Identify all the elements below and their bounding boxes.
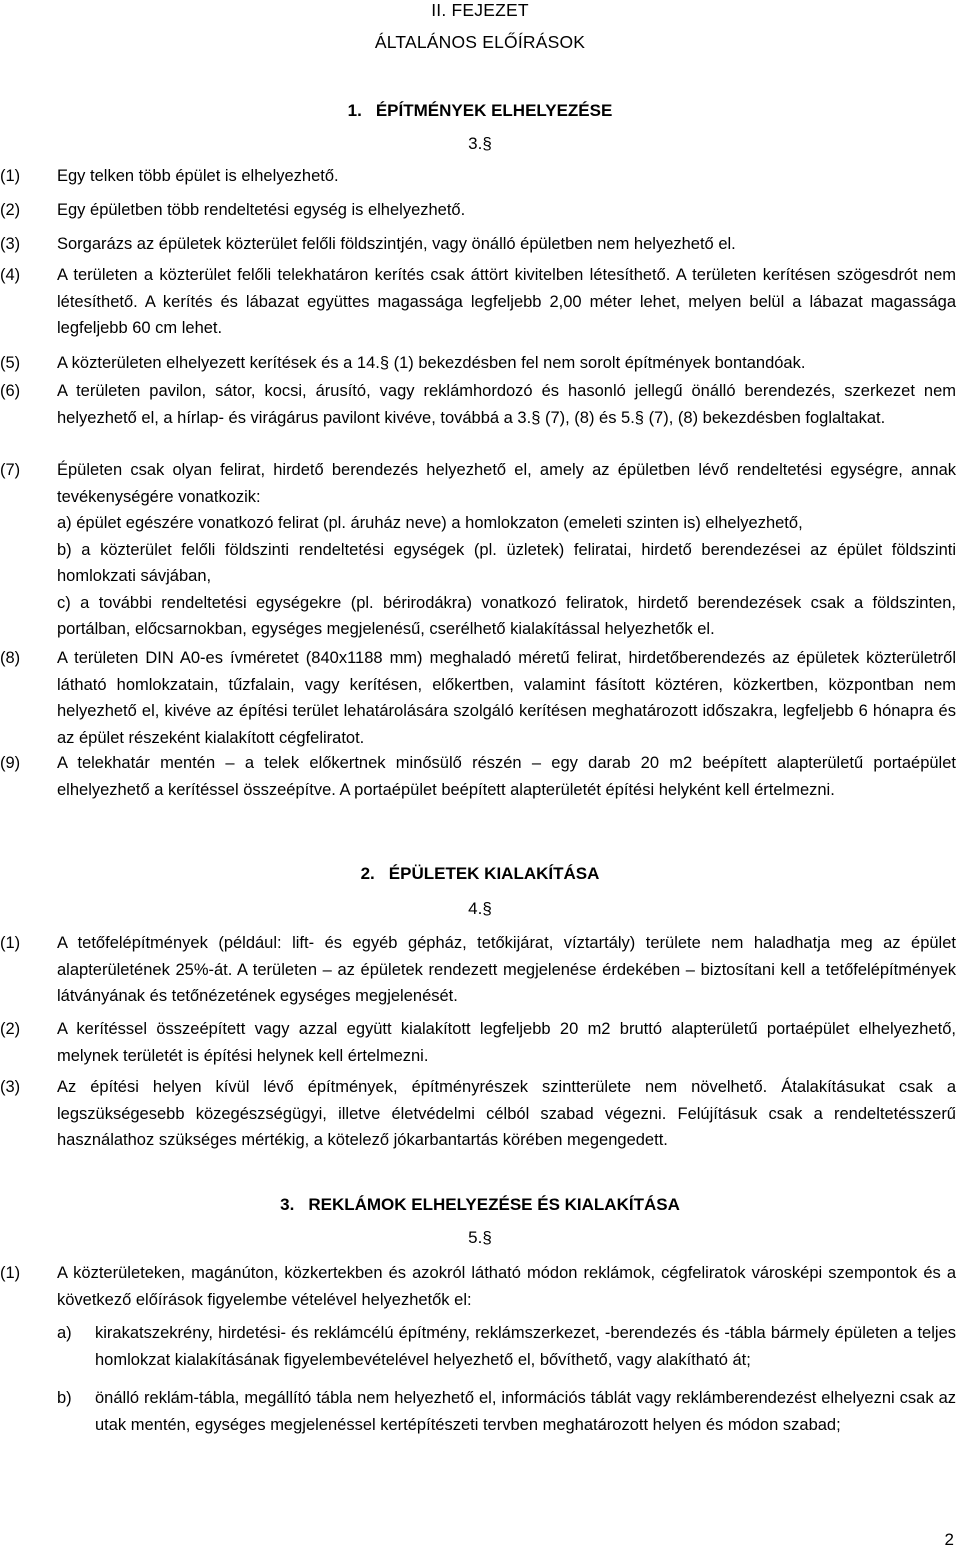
- s1-para-5: [0, 350, 956, 377]
- list-item: [57, 1320, 956, 1373]
- para-number: (7): [0, 461, 21, 479]
- para-sub-c: c) a további rendeltetési egységekre (pl. bérirodákra) vonatkozó feliratok, hirdető berendezések csak a földszinten, portálban, előcsarnokban, egységes megjelenésű, cserélhető kialakítással helyezhetők el.: [57, 593, 956, 638]
- list-item: [57, 1385, 956, 1438]
- para-text: A területen a közterület felőli telekhatáron kerítés csak áttört kivitelben létesíthető. A területen kerítésen szögesdrót nem létesíthető. A kerítés és lábazat együttes magassága legfeljebb 2,00 méter lehet, melyen belül a lábazat magassága legfeljebb 60 cm lehet.: [57, 266, 956, 337]
- s1-para-4: [0, 262, 956, 342]
- list-marker: a): [57, 1324, 72, 1342]
- section-1-para-mark: 3.§: [468, 134, 492, 153]
- section-3-number: 3.: [280, 1195, 295, 1214]
- para-text: A közterületen elhelyezett kerítések és a 14.§ (1) bekezdésben fel nem sorolt építmények bontandóak.: [57, 354, 806, 372]
- section-3-title: REKLÁMOK ELHELYEZÉSE ÉS KIALAKÍTÁSA: [308, 1195, 680, 1214]
- section-1-number: 1.: [347, 101, 362, 120]
- list-text: kirakatszekrény, hirdetési- és reklámcélú építmény, reklámszerkezet, -berendezés és -tábla bármely épületen a teljes homlokzat kialakításának figyelembevételével helyezhető el, bővíthető, vagy alakítható át;: [95, 1324, 956, 1369]
- para-text: A kerítéssel összeépített vagy azzal együtt kialakított legfeljebb 20 m2 bruttó alapterületű portaépület elhelyezhető, melynek területét is építési helynek kell értelmezni.: [57, 1020, 956, 1065]
- para-text: Sorgarázs az épületek közterület felőli földszintjén, vagy önálló épületben nem helyezhető el.: [57, 235, 736, 253]
- para-number: (6): [0, 382, 21, 400]
- s2-para-2: [0, 1016, 956, 1069]
- para-text: Egy épületben több rendeltetési egység is elhelyezhető.: [57, 201, 466, 219]
- para-number: (2): [0, 201, 21, 219]
- para-number: (2): [0, 1020, 21, 1038]
- s1-para-1: [0, 163, 956, 190]
- s1-para-6: [0, 378, 956, 431]
- s3-para-1: [0, 1260, 956, 1313]
- page-number: 2: [944, 1530, 954, 1549]
- list-text: önálló reklám-tábla, megállító tábla nem helyezhető el, információs táblát vagy reklámberendezést elhelyezni csak az utak mentén, egységes megjelenéssel kertépítészeti tervben meghatározott helyen és módon szabad;: [95, 1389, 956, 1434]
- list-marker: b): [57, 1389, 72, 1407]
- para-sub-b: b) a közterület felőli földszinti rendeltetési egységek (pl. üzletek) feliratai, hirdető berendezései az épület földszinti homlokzati sávjában,: [57, 540, 956, 585]
- para-text: [57, 457, 956, 643]
- section-2-number: 2.: [360, 864, 375, 883]
- para-sub-a: a) épület egészére vonatkozó felirat (pl. áruház neve) a homlokzaton (emeleti szinten is) elhelyezhető,: [57, 514, 803, 532]
- para-number: (3): [0, 1078, 21, 1096]
- para-text: A területen DIN A0-es ívméretet (840x1188 mm) meghaladó méretű felirat, hirdetőberendezés az épületek közterületről látható homlokzatain, tűzfalain, vagy kerítésen, előkertben, valamint fásított köztéren, közkertben, központban nem helyezhető el, kivéve az építési terület lehatárolására szolgáló kerítésen meghatározott időszakra, legfeljebb 6 hónapra és az épület részeként kialakított cégfeliratot.: [57, 649, 956, 747]
- s2-para-1: [0, 930, 956, 1010]
- s3-list: [0, 1320, 956, 1438]
- para-text: Az építési helyen kívül lévő építmények, építményrészek szintterülete nem növelhető. Átalakításukat csak a legszükségesebb közegészségügyi, illetve életvédelmi célból szabad végezni. Felújításuk csak a rendeltetésszerű használathoz szükséges mértékig, a kötelező jókarbantartás körében megengedett.: [57, 1078, 956, 1149]
- para-text: A közterületeken, magánúton, közkertekben és azokról látható módon reklámok, cégfeliratok városképi szempontok és a következő előírások figyelembe vételével helyezhetők el:: [57, 1264, 956, 1309]
- para-lead: Épületen csak olyan felirat, hirdető berendezés helyezhető el, amely az épületben lévő rendeltetési egységre, annak tevékenységére vonatkozik:: [57, 461, 956, 506]
- s1-para-7: [0, 457, 956, 643]
- para-number: (5): [0, 354, 21, 372]
- para-number: (4): [0, 266, 21, 284]
- para-text: A területen pavilon, sátor, kocsi, árusító, vagy reklámhordozó és hasonló jellegű önálló berendezés, szerkezet nem helyezhető el, a hírlap- és virágárus pavilont kivéve, továbbá a 3.§ (7), (8) és 5.§ (7), (8) bekezdésben foglaltakat.: [57, 382, 956, 427]
- s1-para-8: [0, 645, 956, 751]
- s2-para-3: [0, 1074, 956, 1154]
- para-number: (9): [0, 754, 21, 772]
- para-text: A tetőfelépítmények (például: lift- és egyéb gépház, tetőkijárat, víztartály) területe nem haladhatja meg az épület alapterületének 25%-át. A területen – az épületek rendezett megjelenése érdekében – biztosítani kell a tetőfelépítmények látványának és tetőnézetének egységes megjelenését.: [57, 934, 956, 1005]
- para-number: (1): [0, 1264, 21, 1282]
- para-text: Egy telken több épület is elhelyezhető.: [57, 167, 339, 185]
- section-2-heading: [0, 864, 960, 884]
- section-3-para-mark: 5.§: [468, 1228, 492, 1247]
- s1-para-3: [0, 231, 956, 258]
- s1-para-2: [0, 197, 956, 224]
- s1-para-9: [0, 750, 956, 803]
- section-2-title: ÉPÜLETEK KIALAKÍTÁSA: [388, 864, 600, 883]
- para-number: (3): [0, 235, 21, 253]
- chapter-title: ÁLTALÁNOS ELŐÍRÁSOK: [374, 32, 586, 52]
- section-1-title: ÉPÍTMÉNYEK ELHELYEZÉSE: [375, 101, 613, 120]
- section-2-para-mark: 4.§: [468, 899, 492, 918]
- para-number: (8): [0, 649, 21, 667]
- para-text: A telekhatár mentén – a telek előkertnek minősülő részén – egy darab 20 m2 beépített alapterületű portaépület elhelyezhető a kerítéssel összeépítve. A portaépület beépített alapterületét építési helyként kell értelmezni.: [57, 754, 956, 799]
- para-number: (1): [0, 167, 21, 185]
- para-number: (1): [0, 934, 21, 952]
- section-3-heading: [0, 1195, 960, 1215]
- section-1-heading: [0, 101, 960, 121]
- chapter-label: II. FEJEZET: [431, 0, 529, 20]
